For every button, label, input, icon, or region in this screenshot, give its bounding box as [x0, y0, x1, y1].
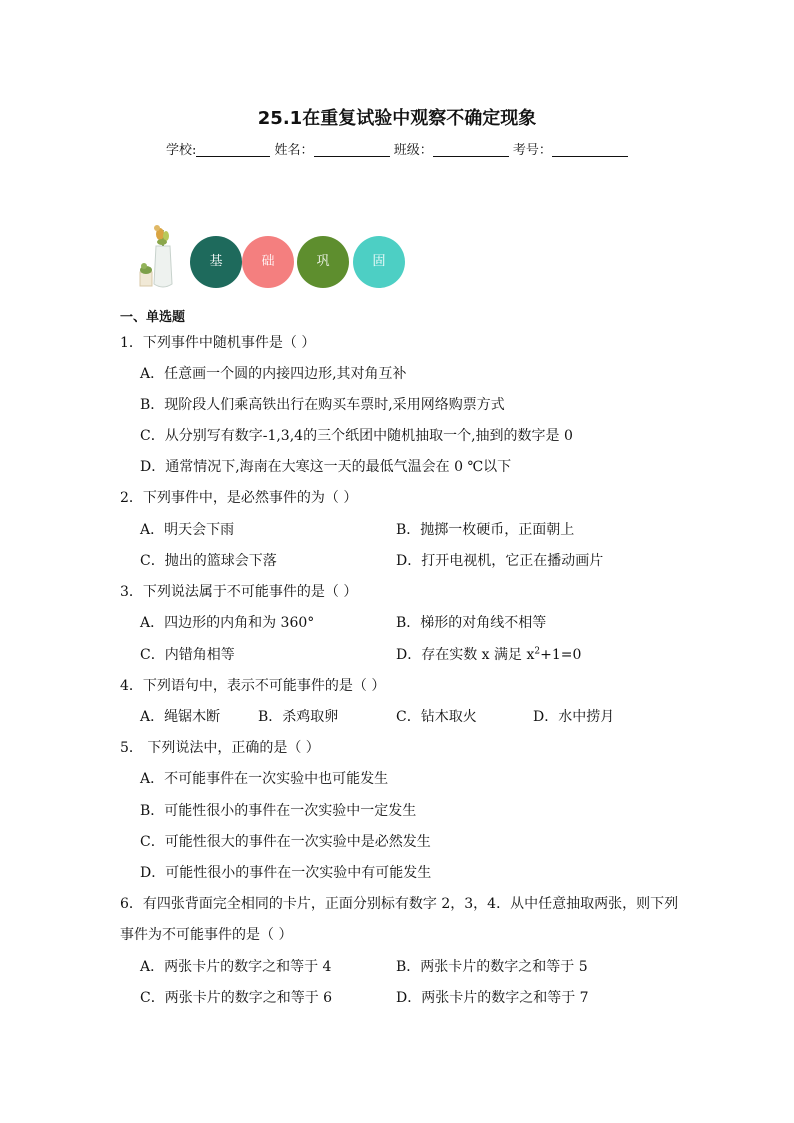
question-6-option-c: C．两张卡片的数字之和等于 6 — [140, 990, 333, 1006]
school-blank — [196, 142, 270, 157]
question-5-option-d: D．可能性很小的事件在一次实验中有可能发生 — [140, 865, 432, 881]
badge-chu: 础 — [242, 236, 294, 288]
student-info-line — [166, 139, 628, 158]
question-2-option-a: A．明天会下雨 — [140, 522, 235, 538]
name-label: 姓名： — [274, 143, 314, 158]
question-3-option-d-exponent: 2 — [534, 646, 541, 657]
exam-no-label: 考号： — [512, 143, 552, 158]
question-5-option-c: C．可能性很大的事件在一次实验中是必然发生 — [140, 834, 431, 850]
question-5-option-a: A．不可能事件在一次实验中也可能发生 — [140, 771, 389, 787]
question-2-option-d: D．打开电视机，它正在播动画片 — [396, 553, 604, 569]
question-4-option-d: D．水中捞月 — [533, 709, 615, 725]
question-6-option-d: D．两张卡片的数字之和等于 7 — [396, 990, 589, 1006]
badge-ji: 基 — [190, 236, 242, 288]
question-2-stem: 2．下列事件中，是必然事件的为（ ） — [120, 490, 358, 506]
question-6-stem-continued: 事件为不可能事件的是（ ） — [120, 927, 293, 943]
question-2-option-b: B．抛掷一枚硬币，正面朝上 — [396, 522, 575, 538]
class-label: 班级： — [393, 143, 433, 158]
question-4-option-a: A．绳锯木断 — [140, 709, 221, 725]
badge-gong: 巩 — [297, 236, 349, 288]
question-1-option-c: C．从分别写有数字-1,3,4的三个纸团中随机抽取一个,抽到的数字是 0 — [140, 428, 573, 444]
section-title: 一、单选题 — [120, 310, 186, 325]
question-4-stem: 4．下列语句中，表示不可能事件的是（ ） — [120, 678, 386, 694]
page-title: 25.1在重复试验中观察不确定现象 — [257, 108, 537, 129]
question-3-stem: 3．下列说法属于不可能事件的是（ ） — [120, 584, 358, 600]
question-3-option-c: C．内错角相等 — [140, 647, 235, 663]
question-3-option-b: B．梯形的对角线不相等 — [396, 615, 547, 631]
question-4-option-b: B．杀鸡取卵 — [258, 709, 339, 725]
class-blank — [433, 142, 509, 157]
question-1-stem: 1．下列事件中随机事件是（ ） — [120, 335, 316, 351]
name-blank — [314, 142, 390, 157]
question-6-option-a: A．两张卡片的数字之和等于 4 — [140, 959, 332, 975]
question-1-option-d: D．通常情况下,海南在大寒这一天的最低气温会在 0 ℃以下 — [140, 459, 512, 475]
plant-vase-icon — [136, 224, 180, 290]
question-6-stem: 6．有四张背面完全相同的卡片，正面分别标有数字 2，3，4．从中任意抽取两张，则下列 — [120, 896, 679, 912]
question-5-option-b: B．可能性很小的事件在一次实验中一定发生 — [140, 803, 417, 819]
question-2-option-c: C．抛出的篮球会下落 — [140, 553, 277, 569]
exam-no-blank — [552, 142, 628, 157]
question-3-option-d-text: D．存在实数 x 满足 x — [396, 647, 535, 663]
question-3-option-d — [396, 644, 581, 664]
question-3-option-a: A．四边形的内角和为 360° — [140, 615, 315, 631]
question-3-option-d-tail: +1=0 — [540, 647, 582, 663]
badge-gu: 固 — [353, 236, 405, 288]
question-5-stem: 5． 下列说法中，正确的是（ ） — [120, 740, 320, 756]
school-label: 学校: — [166, 143, 197, 158]
question-4-option-c: C．钻木取火 — [396, 709, 477, 725]
question-6-option-b: B．两张卡片的数字之和等于 5 — [396, 959, 588, 975]
question-1-option-a: A．任意画一个圆的内接四边形,其对角互补 — [140, 366, 407, 382]
question-1-option-b: B．现阶段人们乘高铁出行在购买车票时,采用网络购票方式 — [140, 397, 505, 413]
